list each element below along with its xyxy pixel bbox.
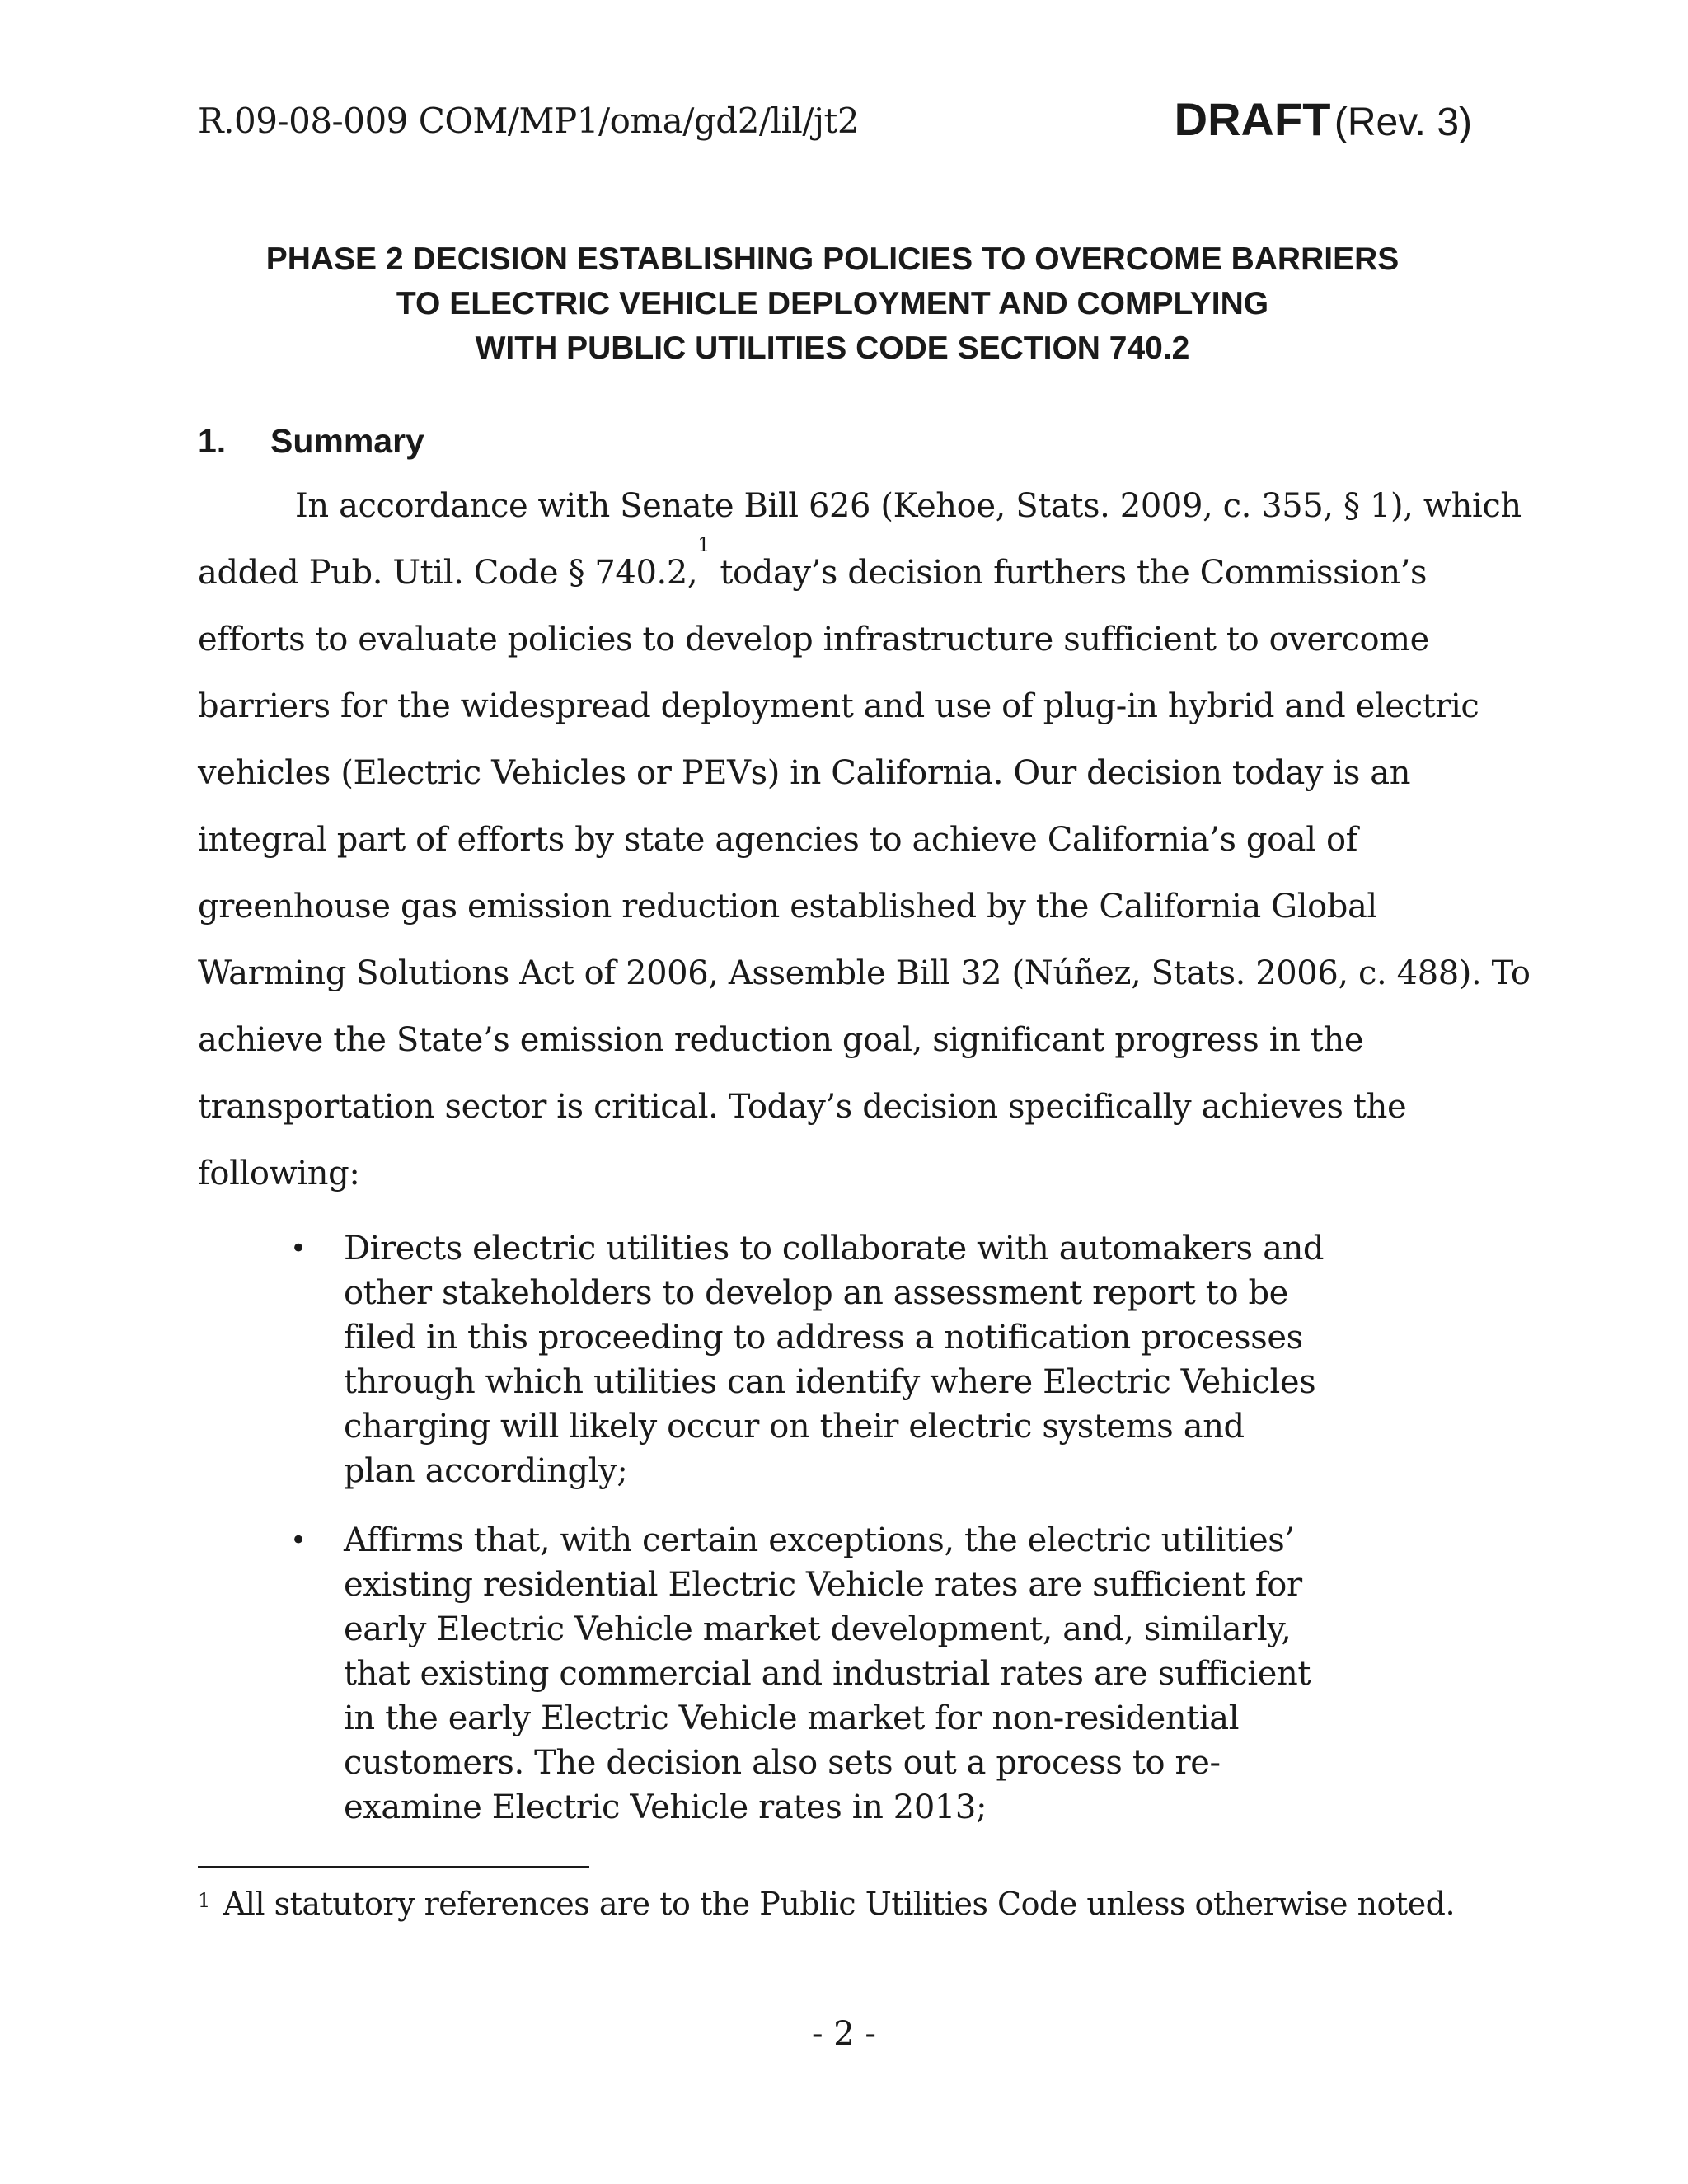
bullet-line: plan accordingly; [344, 1452, 628, 1490]
bullet-icon: • [290, 1232, 307, 1265]
bullet-line: examine Electric Vehicle rates in 2013; [344, 1788, 987, 1826]
revision-label: (Rev. 3) [1334, 101, 1472, 144]
docket-number: R.09-08-009 COM/MP1/oma/gd2/lil/jt2 [198, 101, 860, 141]
footnote-reference[interactable]: 1 [697, 533, 710, 556]
footnote [198, 1886, 1455, 1922]
paragraph-line: greenhouse gas emission reduction established by the California Global [198, 888, 1377, 926]
summary-paragraph [198, 473, 1531, 1207]
paragraph-text: today’s decision furthers the Commission’s [710, 554, 1428, 592]
paragraph-line: integral part of efforts by state agencies to achieve California’s goal of [198, 821, 1358, 859]
paragraph-line: vehicles (Electric Vehicles or PEVs) in California. Our decision today is an [198, 754, 1411, 792]
bullet-item [290, 1226, 1362, 1493]
bullet-line: Directs electric utilities to collaborate with automakers and [344, 1230, 1325, 1268]
bullet-line: in the early Electric Vehicle market for non-residential [344, 1699, 1240, 1737]
bullet-list [290, 1226, 1362, 1854]
bullet-icon: • [290, 1524, 307, 1557]
section-title: Summary [270, 422, 424, 460]
bullet-item [290, 1518, 1362, 1830]
paragraph-line: In accordance with Senate Bill 626 (Kehoe, Stats. 2009, c. 355, § 1), which [295, 487, 1522, 525]
footnote-number: 1 [198, 1889, 210, 1912]
bullet-line: filed in this proceeding to address a notification processes [344, 1319, 1303, 1357]
paragraph-line: Warming Solutions Act of 2006, Assemble Bill 32 (Núñez, Stats. 2006, c. 488). To [198, 954, 1531, 992]
title-line: PHASE 2 DECISION ESTABLISHING POLICIES TO OVERCOME BARRIERS [265, 241, 1400, 277]
title-line: WITH PUBLIC UTILITIES CODE SECTION 740.2 [475, 330, 1190, 366]
bullet-line: Affirms that, with certain exceptions, the electric utilities’ [344, 1521, 1295, 1559]
paragraph-line: achieve the State’s emission reduction goal, significant progress in the [198, 1021, 1364, 1059]
draft-word: DRAFT [1174, 93, 1331, 145]
paragraph-line: transportation sector is critical. Today’s decision specifically achieves the [198, 1088, 1407, 1126]
bullet-line: customers. The decision also sets out a process to re- [344, 1744, 1221, 1782]
paragraph-line: efforts to evaluate policies to develop infrastructure sufficient to overcome [198, 621, 1429, 658]
paragraph-text: added Pub. Util. Code § 740.2, [198, 554, 698, 592]
bullet-line: other stakeholders to develop an assessment report to be [344, 1274, 1288, 1312]
document-title [165, 237, 1500, 371]
paragraph-line [198, 533, 1484, 607]
footnote-text: All statutory references are to the Public Utilities Code unless otherwise noted. [223, 1886, 1456, 1922]
bullet-line: charging will likely occur on their electric systems and [344, 1408, 1245, 1446]
section-heading [198, 422, 424, 461]
section-number: 1. [198, 422, 227, 460]
draft-label [1175, 92, 1472, 146]
paragraph-line: following: [198, 1155, 360, 1193]
page-number: - 2 - [812, 2015, 876, 2053]
paragraph-line: barriers for the widespread deployment and use of plug-in hybrid and electric [198, 687, 1479, 725]
bullet-line: through which utilities can identify where Electric Vehicles [344, 1363, 1316, 1401]
title-line: TO ELECTRIC VEHICLE DEPLOYMENT AND COMPLYING [396, 286, 1269, 321]
bullet-line: early Electric Vehicle market development, and, similarly, [344, 1610, 1292, 1648]
footnote-separator [198, 1866, 589, 1868]
bullet-line: existing residential Electric Vehicle rates are sufficient for [344, 1566, 1302, 1604]
bullet-line: that existing commercial and industrial rates are sufficient [344, 1655, 1311, 1693]
